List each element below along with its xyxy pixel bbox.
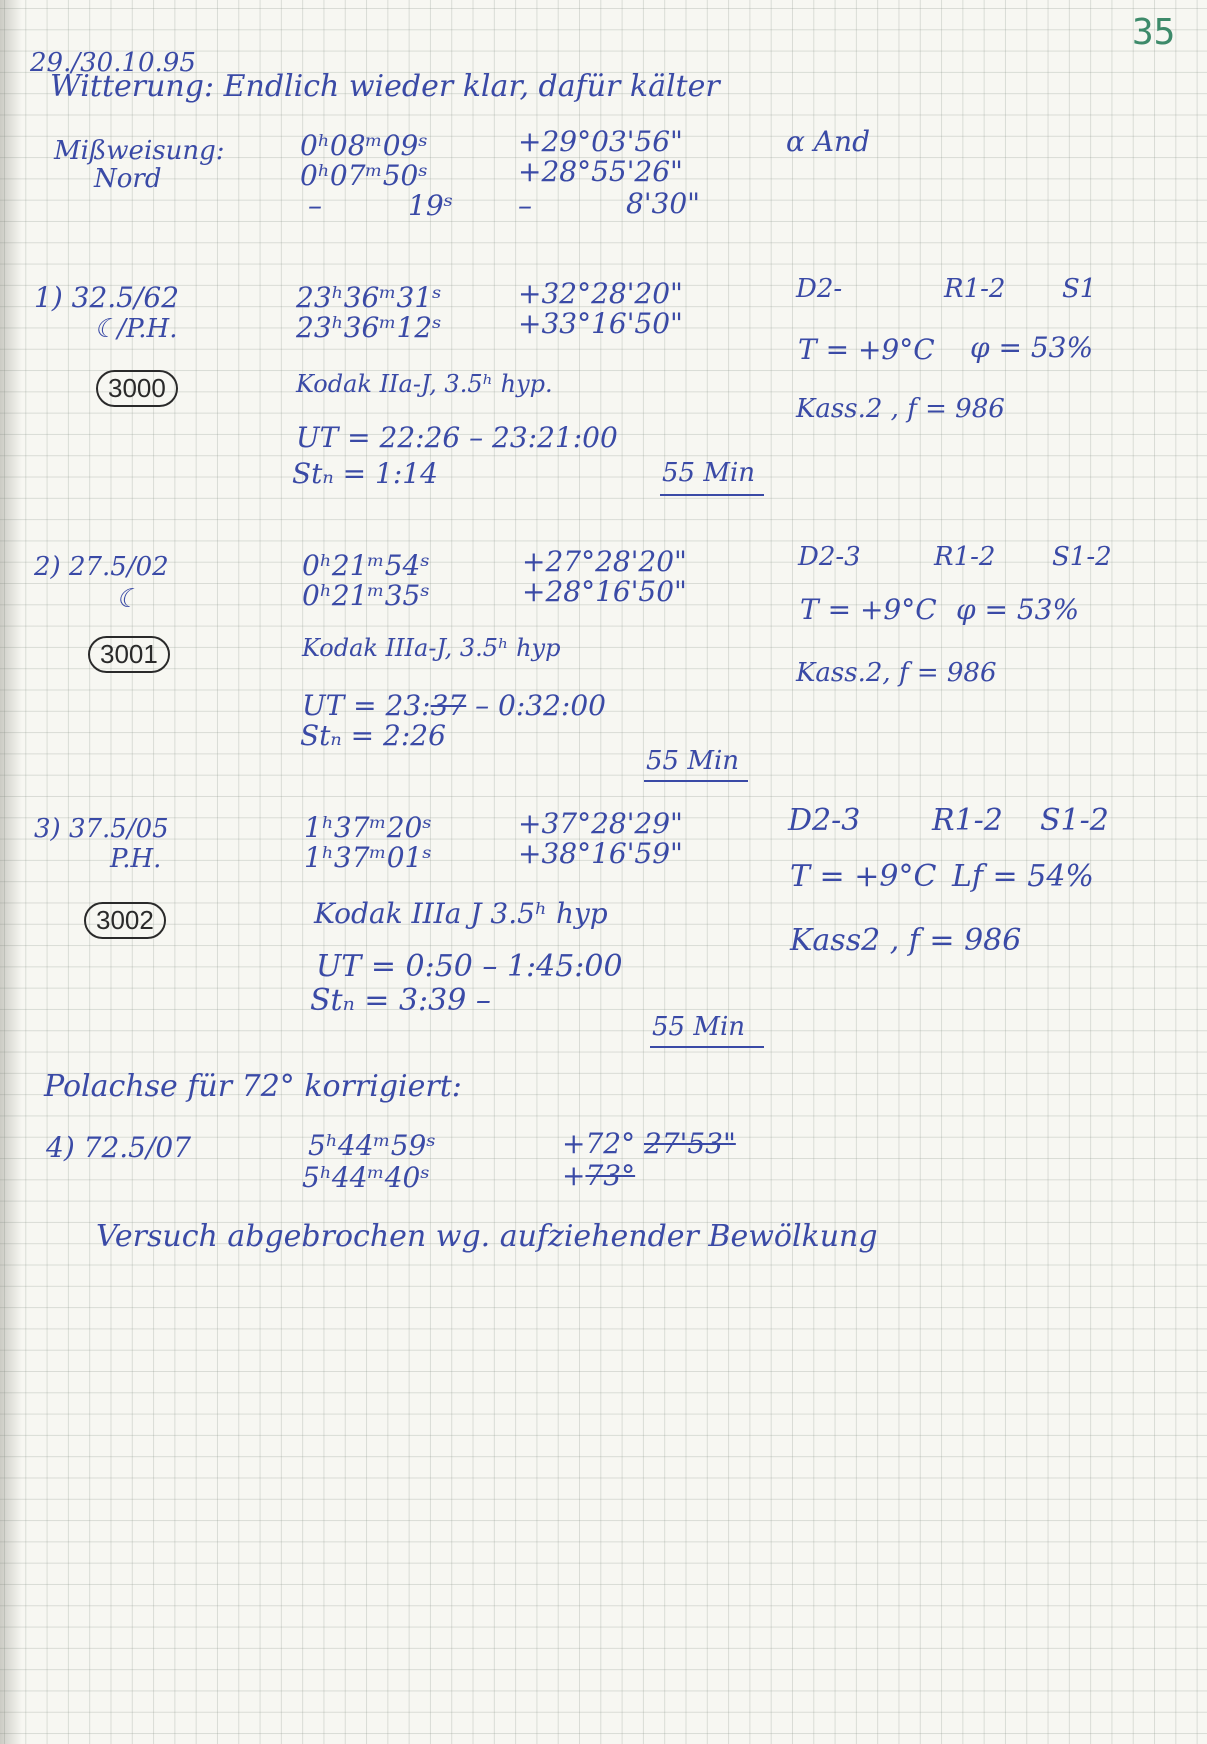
entry-2-ut-suffix: – 0:32:00 <box>466 689 606 722</box>
entry-2-ut-prefix: UT = 23: <box>302 689 431 722</box>
duration-underline <box>650 1046 764 1048</box>
entry-1-cassette: Kass.2 , f = 986 <box>796 394 1005 424</box>
missweisung-ra-2: 0ʰ07ᵐ50ˢ <box>300 159 428 192</box>
entry-2-r: R1-2 <box>934 542 996 572</box>
entry-2-ut-struck: 37 <box>430 689 467 722</box>
polar-id: 4) 72.5/07 <box>46 1131 192 1164</box>
footer-note: Versuch abgebrochen wg. aufziehender Bewölkung <box>96 1219 878 1254</box>
entry-2-dec-2: +28°16'50" <box>522 575 687 608</box>
entry-3-cassette: Kass2 , f = 986 <box>790 923 1022 958</box>
polar-ra-2: 5ʰ44ᵐ40ˢ <box>302 1161 430 1194</box>
entry-3-humidity: Lf = 54% <box>952 859 1094 894</box>
entry-1-dec-1: +32°28'20" <box>518 277 683 310</box>
entry-2-s: S1-2 <box>1052 542 1112 572</box>
entry-1-temp: T = +9°C <box>798 333 935 366</box>
entry-3-r: R1-2 <box>932 803 1003 838</box>
entry-2-ut <box>302 689 606 722</box>
entry-3-sub: P.H. <box>110 844 162 874</box>
entry-3-film: Kodak IIIa J 3.5ʰ hyp <box>314 897 608 930</box>
entry-1-r: R1-2 <box>944 274 1006 304</box>
entry-3-ut: UT = 0:50 – 1:45:00 <box>316 949 623 984</box>
missweisung-ra-diff: 19ˢ <box>408 189 454 222</box>
polar-dec-2 <box>562 1159 636 1192</box>
polar-dec-1-kept: +72° <box>562 1127 636 1160</box>
entry-2-film: Kodak IIIa-J, 3.5ʰ hyp <box>302 634 561 662</box>
plate-number-badge: 3001 <box>88 636 170 673</box>
entry-1-cond: D2- <box>796 274 843 304</box>
entry-1-id: 1) 32.5/62 <box>34 281 180 314</box>
entry-1-stn: Stₙ = 1:14 <box>292 457 438 490</box>
polar-dec-1 <box>562 1127 736 1160</box>
weather-note: Witterung: Endlich wieder klar, dafür kälter <box>50 69 720 104</box>
missweisung-ra-1: 0ʰ08ᵐ09ˢ <box>300 129 428 162</box>
entry-3-id: 3) 37.5/05 <box>34 814 169 844</box>
entry-2-temp: T = +9°C <box>800 593 937 626</box>
plate-number-badge: 3002 <box>84 902 166 939</box>
missweisung-star: α And <box>786 125 870 158</box>
entry-3-cond: D2-3 <box>788 803 861 838</box>
entry-3-duration: 55 Min <box>652 1012 746 1042</box>
entry-1-s: S1 <box>1062 274 1097 304</box>
entry-3-dec-1: +37°28'29" <box>518 807 683 840</box>
missweisung-dec-dash: – <box>518 189 532 222</box>
entry-3-temp: T = +9°C <box>790 859 937 894</box>
entry-2-id: 2) 27.5/02 <box>34 552 169 582</box>
plate-number-badge: 3000 <box>96 370 178 407</box>
entry-2-duration: 55 Min <box>646 746 740 776</box>
polar-dec-2-struck: 73° <box>585 1159 636 1192</box>
entry-2-stn: Stₙ = 2:26 <box>300 719 446 752</box>
entry-1-sub: ☾/P.H. <box>94 314 178 344</box>
missweisung-ra-dash: – <box>308 189 322 222</box>
missweisung-label-nord: Nord <box>94 164 162 194</box>
polar-heading: Polachse für 72° korrigiert: <box>44 1069 462 1104</box>
entry-2-sub: ☾ <box>116 584 140 614</box>
entry-2-dec-1: +27°28'20" <box>522 545 687 578</box>
entry-1-humidity: φ = 53% <box>970 331 1094 364</box>
entry-1-dec-2: +33°16'50" <box>518 307 683 340</box>
entry-1-duration: 55 Min <box>662 458 756 488</box>
polar-dec-2-kept: + <box>562 1159 586 1192</box>
page-number: 35 <box>1132 12 1176 53</box>
entry-2-ra-2: 0ʰ21ᵐ35ˢ <box>302 579 430 612</box>
entry-3-stn: Stₙ = 3:39 – <box>310 983 491 1018</box>
missweisung-dec-1: +29°03'56" <box>518 125 683 158</box>
entry-2-humidity: φ = 53% <box>956 593 1080 626</box>
entry-3-ra-2: 1ʰ37ᵐ01ˢ <box>304 841 432 874</box>
entry-1-ra-2: 23ʰ36ᵐ12ˢ <box>296 311 442 344</box>
duration-underline <box>660 494 764 496</box>
missweisung-dec-diff: 8'30" <box>626 187 701 220</box>
entry-1-ra-1: 23ʰ36ᵐ31ˢ <box>296 281 442 314</box>
entry-3-dec-2: +38°16'59" <box>518 837 683 870</box>
entry-2-cassette: Kass.2, f = 986 <box>796 658 997 688</box>
polar-ra-1: 5ʰ44ᵐ59ˢ <box>308 1129 436 1162</box>
entry-3-ra-1: 1ʰ37ᵐ20ˢ <box>304 811 432 844</box>
polar-dec-1-struck: 27'53" <box>644 1127 736 1160</box>
entry-3-s: S1-2 <box>1040 803 1109 838</box>
entry-2-cond: D2-3 <box>798 542 861 572</box>
entry-1-film: Kodak IIa-J, 3.5ʰ hyp. <box>296 370 553 398</box>
date: 29./30.10.95 <box>30 48 196 78</box>
entry-1-ut: UT = 22:26 – 23:21:00 <box>296 421 618 454</box>
missweisung-label: Mißweisung: <box>54 136 225 166</box>
duration-underline <box>644 780 748 782</box>
entry-2-ra-1: 0ʰ21ᵐ54ˢ <box>302 549 430 582</box>
missweisung-dec-2: +28°55'26" <box>518 155 683 188</box>
